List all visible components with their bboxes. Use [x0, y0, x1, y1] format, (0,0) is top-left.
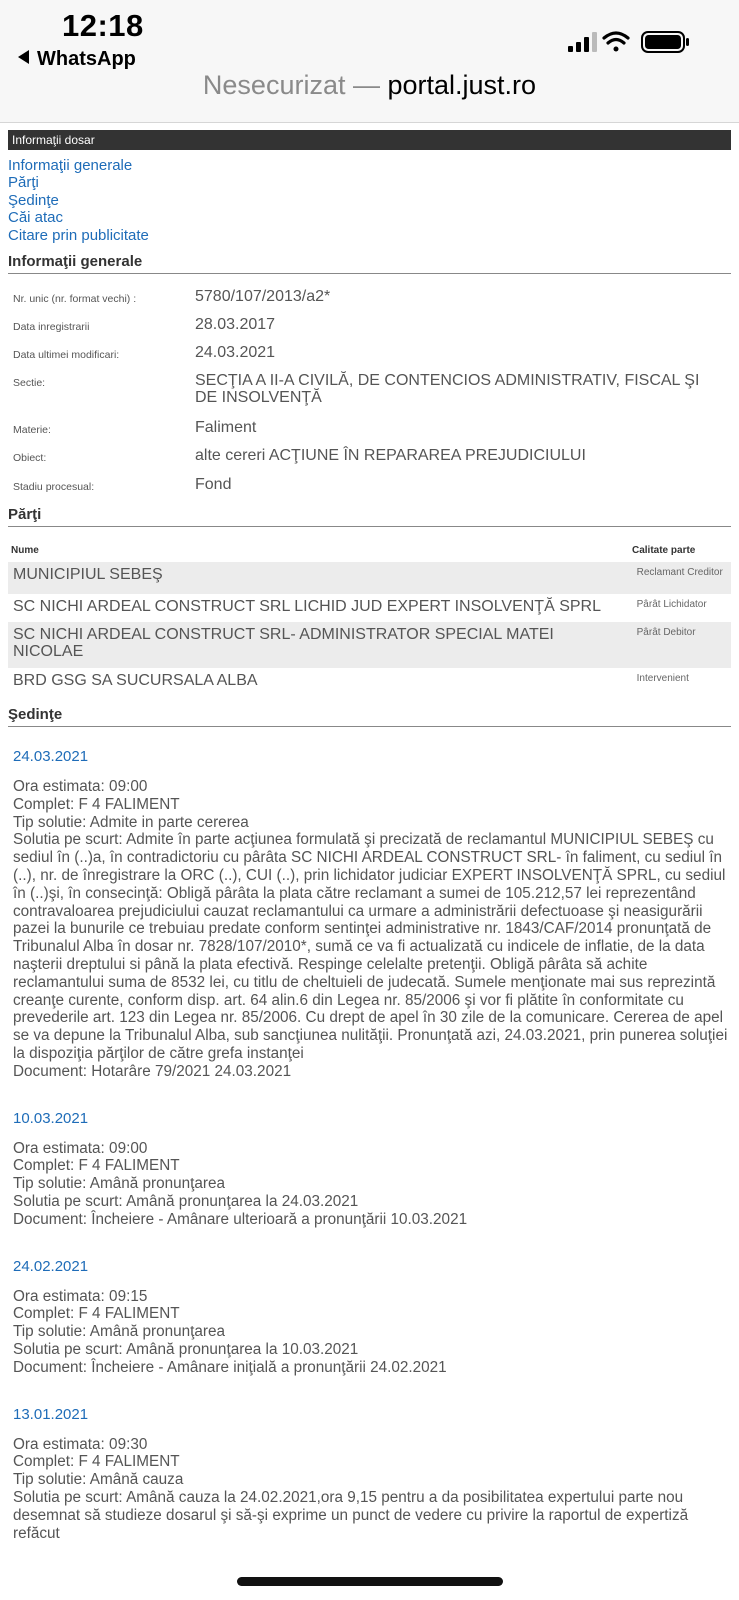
wifi-icon: [604, 33, 628, 52]
section-header-bar: Informaţii dosar: [8, 130, 731, 150]
hearing-date: 24.03.2021: [13, 748, 89, 766]
col-name-header: Nume: [11, 545, 39, 557]
status-time: 12:18: [62, 8, 144, 43]
hearing-time: Ora estimata: 09:00: [13, 1139, 148, 1157]
battery-icon: [642, 32, 689, 52]
link-informatii-generale[interactable]: Informaţii generale: [8, 157, 133, 174]
hearing-panel: Complet: F 4 FALIMENT: [13, 795, 180, 813]
hearing-entry: [8, 1406, 731, 1543]
info-value: Fond: [195, 476, 232, 494]
nav-links: [8, 157, 731, 244]
browser-chrome: [0, 0, 739, 123]
sedinte-heading: Şedinţe: [8, 706, 731, 727]
info-value: 5780/107/2013/a2*: [195, 288, 331, 306]
hearing-panel: Complet: F 4 FALIMENT: [13, 1157, 180, 1175]
info-row: [8, 344, 731, 372]
party-row: [8, 668, 731, 698]
hearing-panel: Complet: F 4 FALIMENT: [13, 1453, 180, 1471]
party-name: SC NICHI ARDEAL CONSTRUCT SRL- ADMINISTRATOR SPECIAL MATEI NICOLAE: [13, 626, 554, 661]
info-value: Faliment: [195, 419, 257, 437]
info-label: Nr. unic (nr. format vechi) :: [13, 293, 137, 306]
parti-heading: Părţi: [8, 506, 731, 527]
party-name: SC NICHI ARDEAL CONSTRUCT SRL LICHID JUD EXPERT INSOLVENŢĂ SPRL: [13, 598, 601, 616]
info-value: SECŢIA A II-A CIVILĂ, DE CONTENCIOS ADMINISTRATIV, FISCAL ŞI DE INSOLVENŢĂ: [195, 372, 700, 407]
hearing-date: 10.03.2021: [13, 1109, 89, 1127]
hearing-panel: Complet: F 4 FALIMENT: [13, 1305, 180, 1323]
link-citare[interactable]: Citare prin publicitate: [8, 226, 149, 244]
info-label: Stadiu procesual:: [13, 481, 95, 494]
hearing-solution-type: Tip solutie: Amână cauza: [13, 1471, 184, 1489]
hearing-date: 13.01.2021: [13, 1405, 89, 1423]
col-role-header: Calitate parte: [632, 545, 696, 557]
hearing-document: Document: Hotarâre 79/2021 24.03.2021: [13, 1062, 292, 1080]
back-arrow-icon: [18, 50, 29, 64]
cellular-signal-icon: [568, 32, 597, 52]
general-info-heading: Informaţii generale: [8, 253, 731, 274]
hearing-date: 24.02.2021: [13, 1257, 89, 1275]
link-cai-atac[interactable]: Căi atac: [8, 209, 64, 227]
hearing-solution-summary: Solutia pe scurt: Amână cauza la 24.02.2021,ora 9,15 pentru a da posibilitatea expertului parte nou desemnat să studieze dosarul şi să-şi exprime un punct de vedere cu privire la raportul de expertiză refăcut: [13, 1488, 689, 1542]
party-row: [8, 594, 731, 622]
hearing-solution-type: Tip solutie: Amână pronunţarea: [13, 1323, 226, 1341]
party-row: [8, 622, 731, 668]
url-domain: portal.just.ro: [387, 70, 537, 100]
back-to-app-button[interactable]: [18, 48, 136, 71]
status-icons: [568, 30, 718, 54]
page-content: [8, 130, 731, 1542]
info-label: Data inregistrarii: [13, 321, 90, 334]
party-role: Pârât Debitor: [636, 627, 696, 639]
hearing-solution-summary: Solutia pe scurt: Amână pronunţarea la 24.03.2021: [13, 1192, 359, 1210]
info-value: 24.03.2021: [195, 344, 276, 362]
info-value: alte cereri ACŢIUNE ÎN REPARAREA PREJUDICIULUI: [195, 447, 586, 465]
info-label: Materie:: [13, 424, 51, 437]
insecure-label: Nesecurizat —: [202, 70, 380, 100]
info-label: Obiect:: [13, 452, 47, 465]
info-label: Data ultimei modificari:: [13, 349, 120, 362]
party-name: BRD GSG SA SUCURSALA ALBA: [13, 672, 258, 690]
link-parti[interactable]: Părţi: [8, 174, 39, 192]
hearing-time: Ora estimata: 09:30: [13, 1435, 148, 1453]
hearing-solution-type: Tip solutie: Admite in parte cererea: [13, 813, 249, 831]
hearing-document: Document: Încheiere - Amânare iniţială a pronunţării 24.02.2021: [13, 1358, 447, 1376]
hearing-time: Ora estimata: 09:00: [13, 778, 148, 796]
info-label: Sectie:: [13, 377, 46, 390]
link-sedinte[interactable]: Şedinţe: [8, 191, 59, 209]
party-name: MUNICIPIUL SEBEŞ: [13, 566, 163, 584]
party-role: Reclamant Creditor: [636, 567, 723, 579]
info-row: [8, 372, 731, 419]
info-row: [8, 316, 731, 344]
general-info-table: [8, 288, 731, 504]
info-value: 28.03.2017: [195, 316, 276, 334]
party-role: Intervenient: [636, 673, 689, 685]
home-indicator[interactable]: [237, 1577, 503, 1586]
hearing-time: Ora estimata: 09:15: [13, 1287, 148, 1305]
hearing-entry: [8, 1110, 731, 1229]
hearing-solution-summary: Solutia pe scurt: Admite în parte acţiunea formulată şi precizată de reclamantul MUNICIPIUL SEBEŞ cu sediul în (..)a, în contradictoriu cu pârâta SC NICHI ARDEAL CONSTRUCT SRL- în faliment, cu sediul în (..), nr. de înregistrare la ORC (..), CUI (..), prin lichidator judiciar EXPERT INSOLVENŢĂ SPRL, cu sediul în (..)şi, în consecinţă: Obligă pârâta la plata către reclamant a sumei de 105.212,57 lei reprezentând contravaloarea prejudiciului cauzat reclamantului ca urmare a administrării defectuoase şi neasigurării pazei la bunurile ce trebuiau predate conform sentinţei administrative nr. 1843/CAF/2014 pronunţată de Tribunalul Alba în dosar nr. 7828/107/2010*, sumă ce va fi actualizată cu indicele de inflatie, de la data naşterii dreptului si până la plata efectivă. Respinge celelalte pretenţii. Obligă pârâta să achite reclamantului suma de 8532 lei, cu titlu de cheltuieli de judecată. Sumele menţionate mai sus reprezintă creanţe curente, conform disp. art. 64 alin.6 din Legea nr. 85/2006 şi vor fi plătite în conformitate cu prevederile art. 123 din Legea nr. 85/2006. Cu drept de apel în 30 zile de la comunicare. Cererea de apel se va depune la Tribunalul Alba, sub sancţiunea nulităţii. Pronunţată azi, 24.03.2021, prin punerea soluţiei la dispoziţia părţilor de către grefa instanţei: [13, 831, 728, 1062]
party-role: Pârât Lichidator: [636, 599, 707, 611]
info-row: [8, 419, 731, 447]
hearing-solution-summary: Solutia pe scurt: Amână pronunţarea la 10.03.2021: [13, 1340, 359, 1358]
hearing-document: Document: Încheiere - Amânare ulterioară a pronunţării 10.03.2021: [13, 1210, 468, 1228]
party-row: [8, 562, 731, 594]
address-bar[interactable]: [0, 70, 739, 101]
back-app-label: WhatsApp: [37, 48, 136, 70]
parti-table-header: [8, 539, 731, 562]
info-row: [8, 447, 731, 476]
hearing-solution-type: Tip solutie: Amână pronunţarea: [13, 1175, 226, 1193]
info-row: [8, 476, 731, 504]
info-row: [8, 288, 731, 316]
hearing-entry: [8, 1258, 731, 1377]
hearing-entry: [8, 748, 731, 1081]
